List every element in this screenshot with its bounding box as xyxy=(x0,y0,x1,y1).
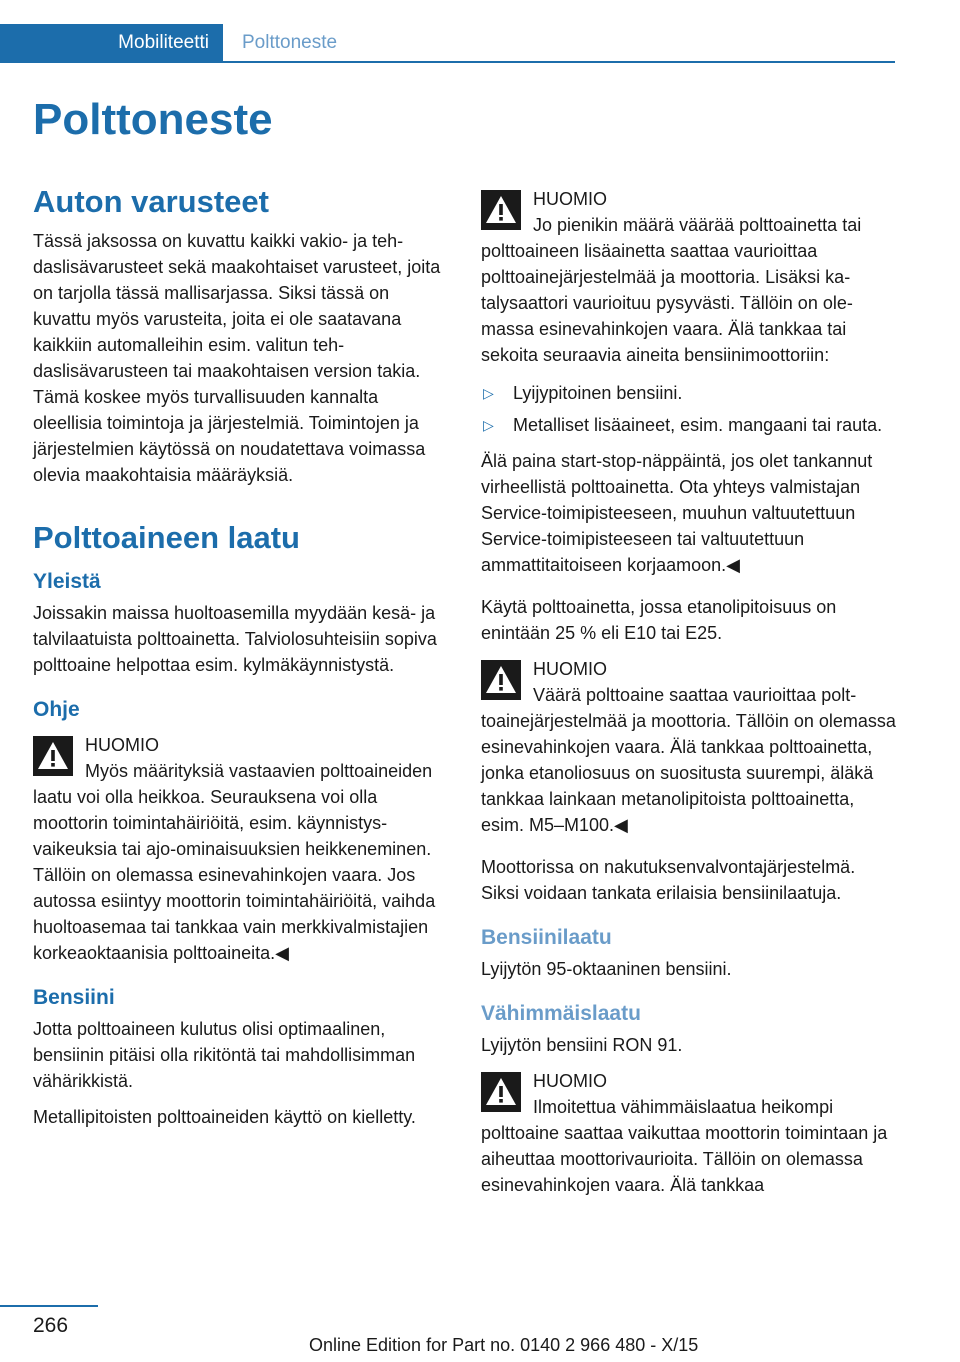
warning-label: HUOMIO xyxy=(533,1071,607,1091)
warning-text: Jo pienikin määrä väärää polttoainetta tai polttoaineen lisäainetta saattaa vaurioittaa polttoainejärjestelmää ja moottoria. Lisäksi katalysaattori vaurioituu pysyvästi. Tällöin on olemassa esinevahinkojen vaara. Älä tankkaa tai sekoita seuraavia aineita bensiinimoottoriin: xyxy=(481,215,862,365)
paragraph-yleista: Joissakin maissa huoltoasemilla myydään kesä- ja talvilaatuista polttoainetta. Talviolosuhteisiin sopiva polttoaine helpottaa esim. kylmäkäynnistystä. xyxy=(33,603,437,675)
tab-mobiliteetti[interactable]: Mobiliteetti xyxy=(0,24,223,61)
warning-text: Myös määrityksiä vastaavien polttoaineiden laatu voi olla heikkoa. Seurauksena voi olla moottorin toimintahäiriöitä, esim. käynnistysvaikeuksia tai ajo-ominaisuuksien heikkeneminen. Tällöin on olemassa esinevahinkojen vaara. Jos autossa esiintyy moottorin toimintahäiriöitä, vaihda huoltoasemaa tai tankkaa vain merkkivalmistajien korkeaoktaanisia polttoaineita.◀ xyxy=(33,761,436,963)
paragraph-bensiini-2: Metallipitoisten polttoaineiden käyttö on kielletty. xyxy=(33,1107,416,1127)
paragraph-ethanol: Käytä polttoainetta, jossa etanolipitoisuus on enintään 25 % eli E10 tai E25. xyxy=(481,597,837,643)
footer-edition: Online Edition for Part no. 0140 2 966 480 - X/15 xyxy=(309,1335,699,1355)
paragraph-knock-control: Moottorissa on nakutuksenvalvontajärjestelmä. Siksi voidaan tankata erilaisia bensiinilaatuja. xyxy=(481,857,856,903)
paragraph-vahimmaislaatu: Lyijytön bensiini RON 91. xyxy=(481,1035,683,1055)
paragraph-auton-varusteet: Tässä jaksossa on kuvattu kaikki vakio- ja tehdaslisävarusteet sekä maakohtaiset varusteet, joita on tarjolla tässä mallisarjassa. Siksi tässä on kuvattu myös varusteita, joita ei ole saatavana kaikkiin automalleihin esim. valitun tehdaslisävarusteen tai maakohtaisen version takia. Tämä koskee myös turvallisuuden kannalta oleellisia toimintoja ja järjestelmiä. Toimintojen ja järjestelmien käytössä on noudatettava voimassa olevia maakohtaisia määräyksiä. xyxy=(33,231,441,485)
list-item: ▷ Metalliset lisäaineet, esim. mangaani tai rauta. xyxy=(481,412,896,438)
right-column xyxy=(481,182,896,1210)
heading-yleista: Yleistä xyxy=(33,570,101,593)
page-number: 266 xyxy=(33,1314,69,1337)
tab-polttoneste[interactable]: Polttoneste xyxy=(242,32,338,53)
warning-block xyxy=(481,186,896,368)
triangle-bullet-icon: ▷ xyxy=(483,385,494,401)
footer-divider xyxy=(0,1305,98,1307)
heading-ohje: Ohje xyxy=(33,698,80,721)
triangle-bullet-icon: ▷ xyxy=(483,417,494,433)
heading-polttoaineen-laatu: Polttoaineen laatu xyxy=(33,520,300,555)
warning-block xyxy=(481,1068,896,1198)
warning-block xyxy=(33,732,448,966)
warning-triangle-icon xyxy=(33,736,73,776)
bullet-list xyxy=(481,380,896,438)
warning-text: Väärä polttoaine saattaa vaurioittaa polttoainejärjestelmää ja moottoria. Tällöin on olemassa esinevahinkojen vaara. Älä tankkaa polttoainetta, jonka etanoliosuus on suositusta suurempi, äläkä tankkaa lainkaan metanolipitoista polttoainetta, esim. M5–M100.◀ xyxy=(481,685,896,835)
warning-label: HUOMIO xyxy=(533,189,607,209)
header-tabs xyxy=(0,24,895,63)
warning-triangle-icon xyxy=(481,660,521,700)
warning-triangle-icon xyxy=(481,190,521,230)
warning-label: HUOMIO xyxy=(85,735,159,755)
warning-text: Ilmoitettua vähimmäislaatua heikompi polttoaine saattaa vaikuttaa moottorin toimintaan ja aiheuttaa moottorivaurioita. Tällöin on olemassa esinevahinkojen vaara. Älä tankkaa xyxy=(481,1097,888,1195)
paragraph-bensiini-1: Jotta polttoaineen kulutus olisi optimaalinen, bensiinin pitäisi olla rikitöntä tai mahdollisimman vähärikkistä. xyxy=(33,1019,416,1091)
paragraph-bensiinilaatu: Lyijytön 95-oktaaninen bensiini. xyxy=(481,959,732,979)
warning-block xyxy=(481,656,896,838)
warning-label: HUOMIO xyxy=(533,659,607,679)
heading-bensiinilaatu: Bensiinilaatu xyxy=(481,926,612,949)
heading-bensiini: Bensiini xyxy=(33,986,115,1009)
paragraph-start-stop: Älä paina start-stop-näppäintä, jos olet tankannut virheellistä polttoainetta. Ota yhteys valmistajan Service-toimipisteeseen, muuhun valtuutettuun Service-toimipisteeseen tai valtuutettuun ammattitaitoiseen korjaamoon.◀ xyxy=(481,451,873,575)
heading-auton-varusteet: Auton varusteet xyxy=(33,184,269,219)
heading-vahimmaislaatu: Vähimmäislaatu xyxy=(481,1002,641,1025)
warning-triangle-icon xyxy=(481,1072,521,1112)
list-item: ▷ Lyijypitoinen bensiini. xyxy=(481,380,896,406)
left-column xyxy=(33,182,448,1140)
page-title: Polttoneste xyxy=(33,95,273,144)
